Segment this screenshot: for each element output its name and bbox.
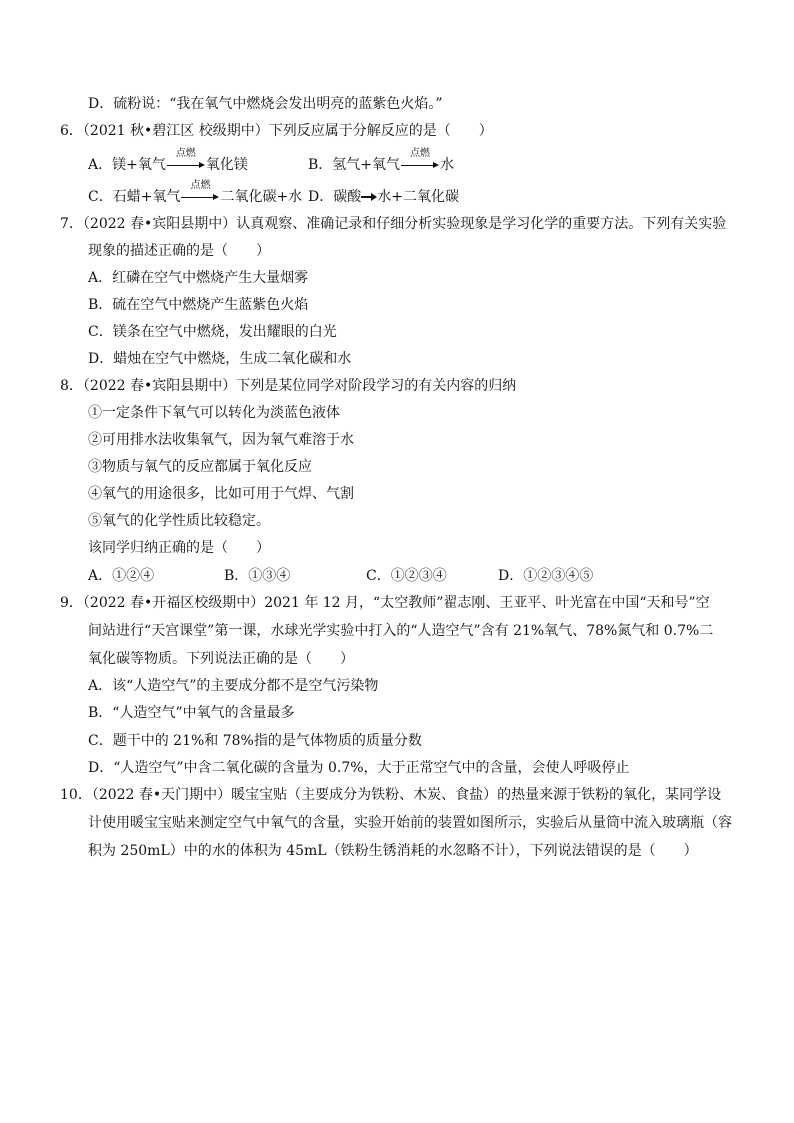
question-9-option-c: C．题干中的 21%和 78%指的是气体物质的质量分数 [88,733,422,749]
reaction-arrow-icon [167,148,205,172]
question-6-option-c [88,180,303,207]
option-a-products: 氧化镁 [205,157,248,173]
question-8-item-4: ④氧气的用途很多，比如可用于气焊、气割 [88,486,354,502]
question-6-option-a [88,148,248,175]
question-7-option-c: C．镁条在空气中燃烧，发出耀眼的白光 [88,324,337,340]
arrow-icon [361,192,377,202]
question-10-stem-line-1: 10．（2022 春•天门期中）暖宝宝贴（主要成分为铁粉、木炭、食盐）的热量来源于铁粉的氧化，某同学设 [60,787,722,803]
question-6-option-b [308,148,455,175]
reaction-arrow-icon [401,148,439,172]
reaction-arrow-icon [181,180,219,204]
question-7-stem-line-2: 现象的描述正确的是（ ） [88,243,270,259]
reaction-condition: 点燃 [190,180,211,191]
question-9-stem-line-3: 氧化碳等物质。下列说法正确的是（ ） [88,651,354,667]
question-7-option-d: D．蜡烛在空气中燃烧，生成二氧化碳和水 [88,351,352,367]
option-b-products: 水 [440,157,455,173]
question-6-option-d [308,187,459,207]
option-a-reactants: A．镁+氧气 [88,157,166,173]
option-b-reactants: B．氢气+氧气 [308,157,401,173]
question-8-option-b: B．①③④ [224,568,291,584]
question-9-option-b: B．“人造空气”中氧气的含量最多 [88,705,295,721]
question-8-item-2: ②可用排水法收集氧气，因为氧气难溶于水 [88,432,354,448]
option-c-products: 二氧化碳+水 [220,189,303,205]
question-9-stem-line-2: 间站进行“天宫课堂”第一课，水球光学实验中打入的“人造空气”含有 21%氧气、78%氮气和 0.7%二 [88,623,714,639]
option-d-reactants: D．碳酸 [308,189,362,205]
question-8-option-a: A．①②④ [88,568,155,584]
question-8-option-d: D．①②③④⑤ [498,568,594,584]
question-7-option-b: B．硫在空气中燃烧产生蓝紫色火焰 [88,297,309,313]
question-6-stem: 6．（2021 秋•碧江区 校级期中）下列反应属于分解反应的是（ ） [60,123,493,139]
reaction-condition: 点燃 [175,148,196,159]
question-5-option-d: D．硫粉说：“我在氧气中燃烧会发出明亮的蓝紫色火焰。” [88,96,443,112]
question-9-stem-line-1: 9．（2022 春•开福区校级期中）2021 年 12 月，“太空教师”翟志刚、王亚平、叶光富在中国“天和号”空 [60,595,710,611]
option-c-reactants: C．石蜡+氧气 [88,189,181,205]
question-7-option-a: A．红磷在空气中燃烧产生大量烟雾 [88,270,309,286]
question-8-item-5: ⑤氧气的化学性质比较稳定。 [88,513,270,529]
option-d-products: 水+二氧化碳 [377,189,459,205]
question-8-option-c: C．①②③④ [366,568,447,584]
reaction-condition: 点燃 [410,148,431,159]
question-9-option-a: A．该“人造空气”的主要成分都不是空气污染物 [88,678,379,694]
question-9-option-d: D．“人造空气”中含二氧化碳的含量为 0.7%，大于正常空气中的含量，会使人呼吸停止 [88,760,630,776]
question-8-item-3: ③物质与氧气的反应都属于氧化反应 [88,459,312,475]
question-10-stem-line-2: 计使用暖宝宝贴来测定空气中氧气的含量，实验开始前的装置如图所示，实验后从量筒中流入玻璃瓶（容 [88,815,732,831]
question-10-stem-line-3: 积为 250mL）中的水的体积为 45mL（铁粉生锈消耗的水忽略不计），下列说法错误的是（ ） [88,843,698,859]
question-8-ask: 该同学归纳正确的是（ ） [88,540,270,556]
question-7-stem-line-1: 7．（2022 春•宾阳县期中）认真观察、准确记录和仔细分析实验现象是学习化学的重要方法。下列有关实验 [60,216,727,232]
question-8-stem: 8．（2022 春•宾阳县期中）下列是某位同学对阶段学习的有关内容的归纳 [60,378,517,394]
question-8-item-1: ①一定条件下氧气可以转化为淡蓝色液体 [88,405,340,421]
